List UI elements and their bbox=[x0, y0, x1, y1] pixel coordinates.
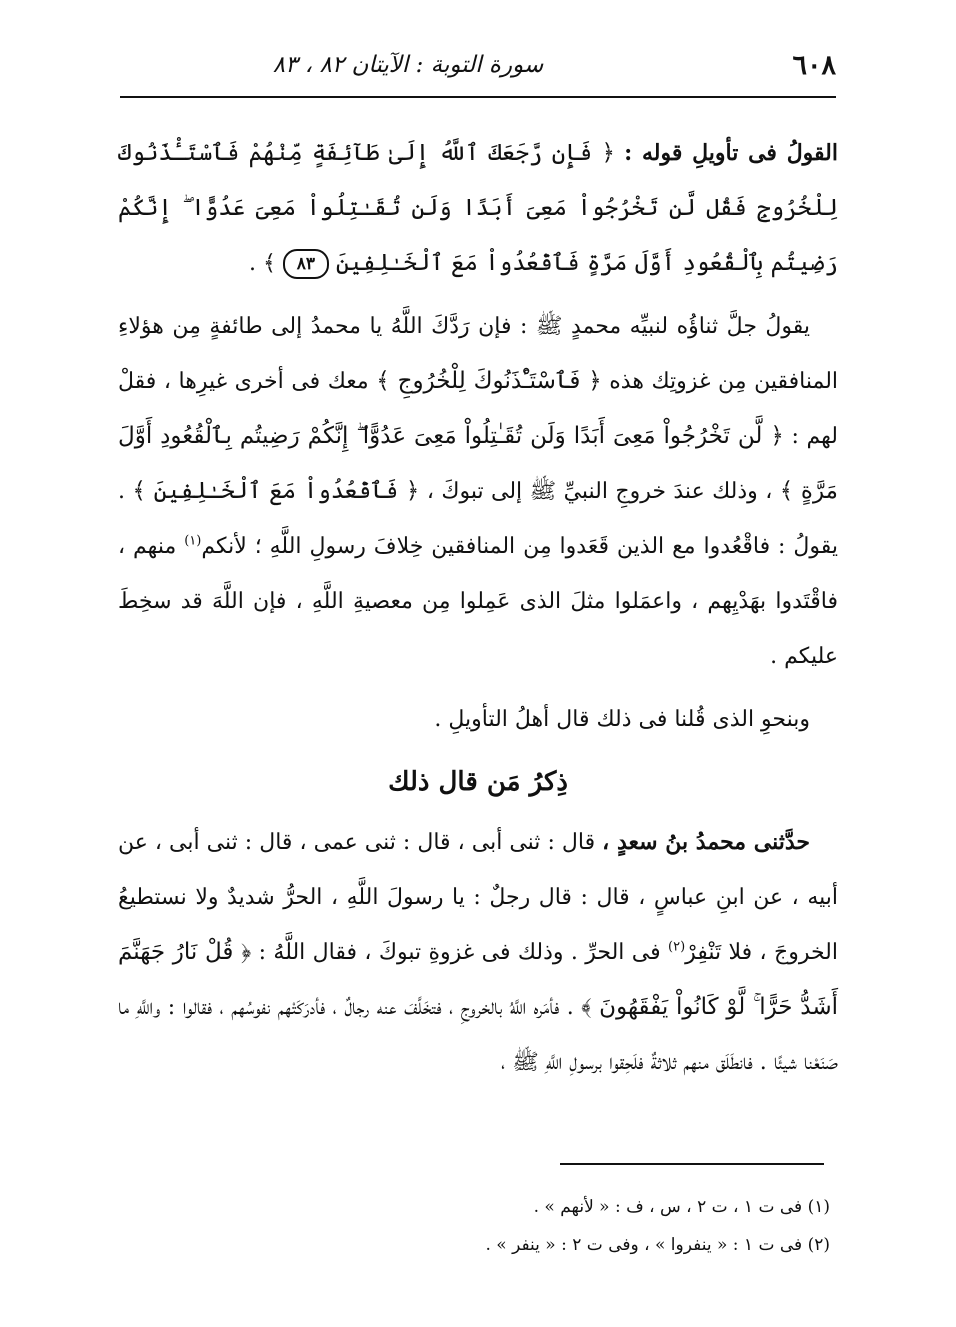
commentary-text-4: . يقولُ : فاقْعُدوا مع الذين قَعَدوا مِن المنافقين خِلافَ رسولِ اللَّهِ ؛ لأنكم bbox=[118, 479, 838, 559]
footnote-ref-2: (٢) bbox=[668, 939, 686, 955]
footnote-2: (٢) فى ت ١ : « ينفروا » ، وفى ت ٢ : « ينفر » . bbox=[485, 1235, 830, 1255]
narration-text-2: فى الحرِّ . وذلك فى غزوةِ تبوكَ ، فقال اللَّهُ : bbox=[258, 940, 661, 965]
quote-1: ﴿ فَٱسْتَـْٔذَنُوكَ لِلْخُرُوجِ ﴾ bbox=[376, 368, 602, 394]
commentary-text-2: معك فى أخرى غيرِها ، فقلْ لهم : bbox=[118, 369, 839, 449]
quote-2: ﴿ لَّن تَخْرُجُواْ مَعِىَ أَبَدًا وَلَن تُقَـٰتِلُواْ مَعِىَ عَدُوًّا ۖ إِنَّكُمْ رَضِيتُم بِٱلْقُعُودِ أَوَّلَ مَرَّةٍ ﴾ bbox=[118, 423, 838, 504]
narration-text-3: . فأمَره اللَّهُ بالخروجِ ، فتخَلَّفَ عنه رجالٌ ، فأدرَكَتْهم نفوسُهم ، فقالوا : واللَّهِ ما صَنَعْنا شيئًا . فانطَلَق منهم ثلاثةٌ فلَحِقوا برسولِ اللَّهِ ﷺ ، bbox=[118, 995, 838, 1075]
footnote-rule bbox=[560, 1163, 824, 1165]
running-title: سورة التوبة : الآيتان ٨٢ ، ٨٣ bbox=[272, 52, 544, 78]
narration-paragraph bbox=[118, 815, 838, 1090]
narration-text-1: قال : ثنى أبى ، قال : ثنى عمى ، قال : ثنى أبى ، عن أبيه ، عن ابنِ عباسٍ ، قال : قال رجلٌ : يا رسولَ اللَّهِ ، الحرُّ شديدٌ ولا نستطيعُ الخروجَ ، فلا تَنْفِرْ bbox=[118, 830, 838, 965]
narration-lead: حدَّثنى محمدُ بنُ سعدٍ ، bbox=[602, 829, 810, 855]
header-rule bbox=[120, 96, 836, 98]
consensus-line: وبنحوِ الذى قُلنا فى ذلك قال أهلُ التأويلِ . bbox=[434, 707, 810, 732]
verse-closing-bracket: ﴾ . bbox=[249, 251, 276, 276]
footnote-ref-1: (١) bbox=[184, 533, 202, 549]
footnotes bbox=[118, 1188, 830, 1264]
section-heading: ذِكرُ مَن قال ذلك bbox=[388, 767, 568, 797]
narration-quote: ﴿ قُلْ نَارُ جَهَنَّمَ أَشَدُّ حَرًّا ۚ لَّوْ كَانُواْ يَفْقَهُونَ ﴾ bbox=[118, 939, 839, 1020]
verse-number-badge: ٨٣ bbox=[283, 249, 329, 279]
page-body bbox=[118, 126, 838, 1090]
page-number: ٦٠٨ bbox=[792, 50, 836, 81]
commentary-text-5: منهم ، فاقْتَدوا بهَدْيِهم ، واعمَلوا مثلَ الذى عَمِلوا مِن معصيةِ اللَّهِ ، فإن اللَّهَ قد سخِطَ عليكم . bbox=[118, 534, 838, 669]
commentary-paragraph bbox=[118, 299, 838, 684]
intro-lead: القولُ فى تأويلِ قوله : bbox=[624, 140, 838, 166]
footnote-1: (١) فى ت ١ ، ت ٢ ، س ، ف : « لأنهم » . bbox=[533, 1197, 830, 1217]
commentary-text-3: ، وذلك عندَ خروجِ النبيِّ ﷺ إلى تبوكَ ، bbox=[426, 479, 773, 504]
verse-intro-paragraph bbox=[118, 126, 838, 291]
commentary-text-1: يقولُ جلَّ ثناؤُه لنبيِّه محمدٍ ﷺ : فإن رَدَّكَ اللَّهُ يا محمدُ إلى طائفةٍ مِن هؤلاءِ المنافقين مِن غزوتِك هذه bbox=[118, 314, 839, 394]
page-header bbox=[120, 50, 836, 96]
quote-3: ﴿ فَٱقْعُدُواْ مَعَ ٱلْخَـٰلِفِينَ ﴾ bbox=[132, 478, 420, 504]
quran-verse-text: ﴿ فَإِن رَّجَعَكَ ٱللَّهُ إِلَىٰ طَآئِفَةٍ مِّنْهُمْ فَٱسْتَـْٔذَنُوكَ لِلْخُرُوجِ فَقُل لَّن تَخْرُجُواْ مَعِىَ أَبَدًا وَلَن تُقَـٰتِلُواْ مَعِىَ عَدُوًّا ۖ إِنَّكُمْ رَضِيتُم بِٱلْقُعُودِ أَوَّلَ مَرَّةٍ فَٱقْعُدُواْ مَعَ ٱلْخَـٰلِفِينَ bbox=[118, 140, 838, 276]
